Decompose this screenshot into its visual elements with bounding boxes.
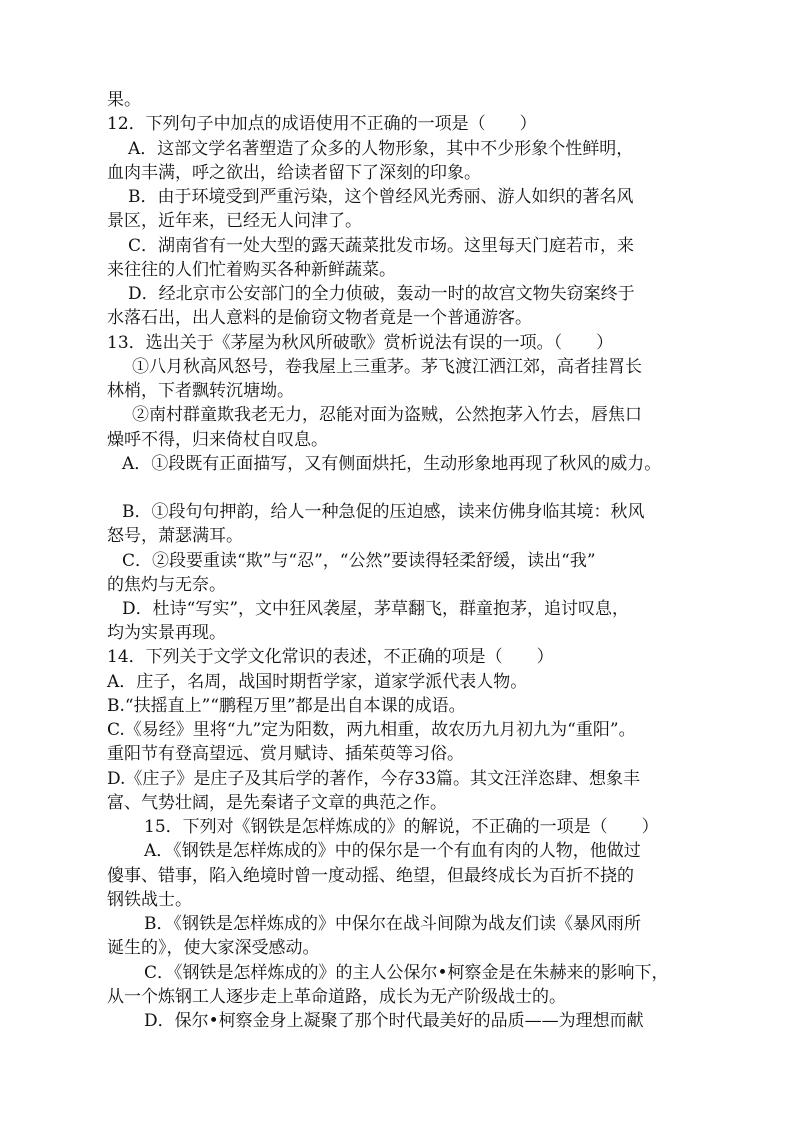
option-14b: B.“扶摇直上”“鹏程万里”都是出自本课的成语。 (107, 696, 466, 716)
question-14-title: 14．下列关于文学文化常识的表述，不正确的项是（ ） (107, 647, 554, 667)
option-13c: C．②段要重读“欺”与“忍”，“公然”要读得轻柔舒缓，读出“我” (122, 551, 596, 571)
option-14d: D.《庄子》是庄子及其后学的著作，今存33篇。其文汪洋恣肆、想象丰 (107, 769, 641, 789)
option-15b: B．《钢铁是怎样炼成的》中保尔在战斗间隙为战友们读《暴风雨所 (144, 914, 641, 934)
text-line: 傻事、错事，陷入绝境时曾一度动摇、绝望，但最终成长为百折不挠的 (107, 866, 634, 886)
text-line: 怒号，萧瑟满耳。 (107, 526, 243, 546)
text-line: 果。 (107, 90, 141, 110)
text-line: 诞生的》，使大家深受感动。 (107, 938, 320, 958)
option-13b: B．①段句句押韵，给人一种急促的压迫感，读来仿佛身临其境：秋风 (122, 502, 645, 522)
text-line: 钢铁战士。 (107, 890, 192, 910)
option-12d: D．经北京市公安部门的全力侦破，轰动一时的故宫文物失窃案终于 (128, 284, 635, 304)
option-12c: C．湖南省有一处大型的露天蔬菜批发市场。这里每天门庭若市，来 (128, 236, 635, 256)
text-line: 景区，近年来，已经无人问津了。 (107, 211, 362, 231)
option-14c: C.《易经》里将“九”定为阳数，两九相重，故农历九月初九为“重阳”。 (107, 720, 636, 740)
option-15c: C．《钢铁是怎样炼成的》的主人公保尔•柯察金是在朱赫来的影响下， (144, 963, 669, 983)
question-13-title: 13．选出关于《茅屋为秋风所破歌》赏析说法有误的一项。（ ） (107, 333, 614, 353)
question-15-title: 15．下列对《钢铁是怎样炼成的》的解说，不正确的一项是（ ） (144, 817, 659, 837)
text-line: 从一个炼钢工人逐步走上革命道路，成长为无产阶级战士的。 (107, 987, 566, 1007)
option-13d: D．杜诗“写实”，文中狂风袭屋，茅草翻飞，群童抱茅，追讨叹息， (122, 599, 630, 619)
text-line: 林梢，下者飘转沉塘坳。 (107, 381, 294, 401)
text-line: 血肉丰满，呼之欲出，给读者留下了深刻的印象。 (107, 163, 481, 183)
text-line: 重阳节有登高望远、赏月赋诗、插茱萸等习俗。 (107, 744, 464, 764)
text-line: 均为实景再现。 (107, 623, 226, 643)
option-13a: A．①段既有正面描写，又有侧面烘托，生动形象地再现了秋风的威力。 (122, 454, 662, 474)
passage-2: ②南村群童欺我老无力，忍能对面为盗贼，公然抱茅入竹去，唇焦口 (132, 405, 642, 425)
option-14a: A．庄子，名周，战国时期哲学家，道家学派代表人物。 (107, 672, 528, 692)
text-line: 燥呼不得，归来倚杖自叹息。 (107, 430, 328, 450)
text-line: 富、气势壮阔，是先秦诸子文章的典范之作。 (107, 793, 447, 813)
text-line: 来往往的人们忙着购买各种新鲜蔬菜。 (107, 260, 396, 280)
text-line: 水落石出，出人意料的是偷窃文物者竟是一个普通游客。 (107, 308, 532, 328)
option-15a: A．《钢铁是怎样炼成的》中的保尔是一个有血有肉的人物，他做过 (144, 841, 641, 861)
question-12-title: 12．下列句子中加点的成语使用不正确的一项是（ ） (107, 114, 537, 134)
option-12b: B．由于环境受到严重污染，这个曾经风光秀丽、游人如织的著名风 (128, 187, 634, 207)
option-12a: A．这部文学名著塑造了众多的人物形象，其中不少形象个性鲜明， (128, 139, 634, 159)
text-line: 的焦灼与无奈。 (107, 575, 226, 595)
option-15d: D．保尔•柯察金身上凝聚了那个时代最美好的品质——为理想而献 (144, 1011, 644, 1031)
passage-1: ①八月秋高风怒号，卷我屋上三重茅。茅飞渡江洒江郊，高者挂罥长 (132, 357, 642, 377)
